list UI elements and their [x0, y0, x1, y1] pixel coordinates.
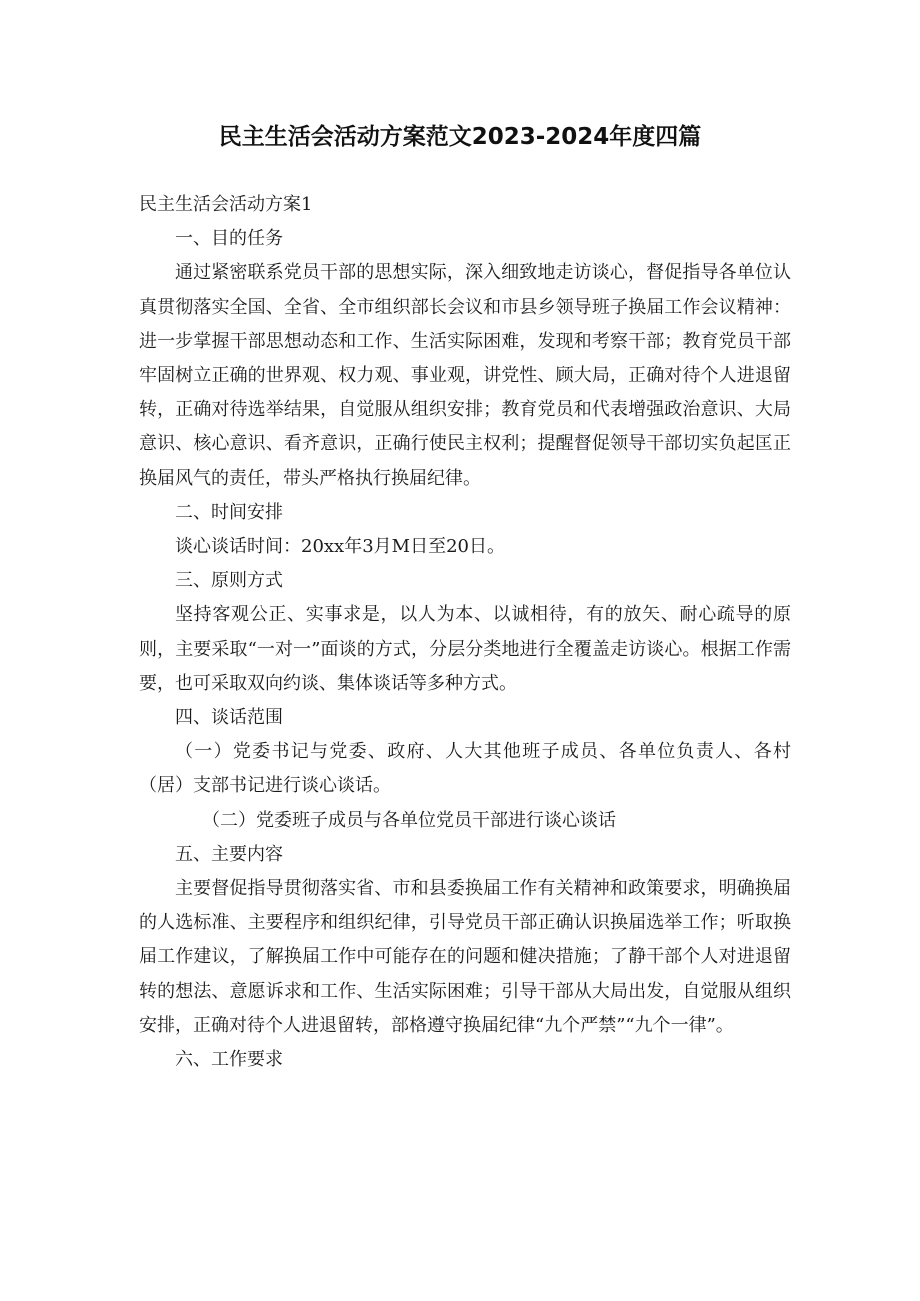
section-heading-content: 五、主要内容 [175, 843, 283, 865]
section-paragraph-principles: 坚持客观公正、实事求是，以人为本、以诚相待，有的放矢、耐心疏导的原则，主要采取“一对一”面谈的方式，分层分类地进行全覆盖走访谈心。根据工作需要，也可采取双向约谈、集体谈话等多种方式。 [139, 604, 791, 694]
section-item-scope-2: （二）党委班子成员与各单位党员干部进行谈心谈话 [202, 809, 616, 831]
section-paragraph-schedule: 谈心谈话时间：20xx年3月M日至20日。 [175, 536, 505, 558]
document-body [139, 188, 791, 1077]
section-heading-principles: 三、原则方式 [175, 570, 283, 592]
document-title: 民主生活会活动方案范文2023-2024年度四篇 [218, 124, 702, 150]
section-heading-requirements: 六、工作要求 [175, 1049, 283, 1071]
section-heading-schedule: 二、时间安排 [175, 501, 283, 523]
section-heading-purpose: 一、目的任务 [175, 228, 283, 250]
section-paragraph-purpose: 通过紧密联系党员干部的思想实际，深入细致地走访谈心，督促指导各单位认真贯彻落实全国、全省、全市组织部长会议和市县乡领导班子换届工作会议精神：进一步掌握干部思想动态和工作、生活实际困难，发现和考察干部；教育党员干部牢固树立正确的世界观、权力观、事业观，讲党性、顾大局，正确对待个人进退留转，正确对待选举结果，自觉服从组织安排；教育党员和代表增强政治意识、大局意识、核心意识、看齐意识，正确行使民主权利；提醒督促领导干部切实负起匡正换届风气的责任，带头严格执行换届纪律。 [139, 262, 791, 489]
plan-title: 民主生活会活动方案1 [139, 194, 313, 215]
section-heading-scope: 四、谈话范围 [175, 707, 283, 729]
section-paragraph-content: 主要督促指导贯彻落实省、市和县委换届工作有关精神和政策要求，明确换届的人选标准、主要程序和组织纪律，引导党员干部正确认识换届选举工作；听取换届工作建议，了解换届工作中可能存在的问题和健决措施；了静干部个人对进退留转的想法、意愿诉求和工作、生活实际困难；引导干部从大局出发，自觉服从组织安排，正确对待个人进退留转，部格遵守换届纪律“九个严禁”“九个一律”。 [139, 878, 791, 1036]
section-item-scope-1: （一）党委书记与党委、政府、人大其他班子成员、各单位负责人、各村（居）支部书记进行谈心谈话。 [139, 741, 791, 797]
